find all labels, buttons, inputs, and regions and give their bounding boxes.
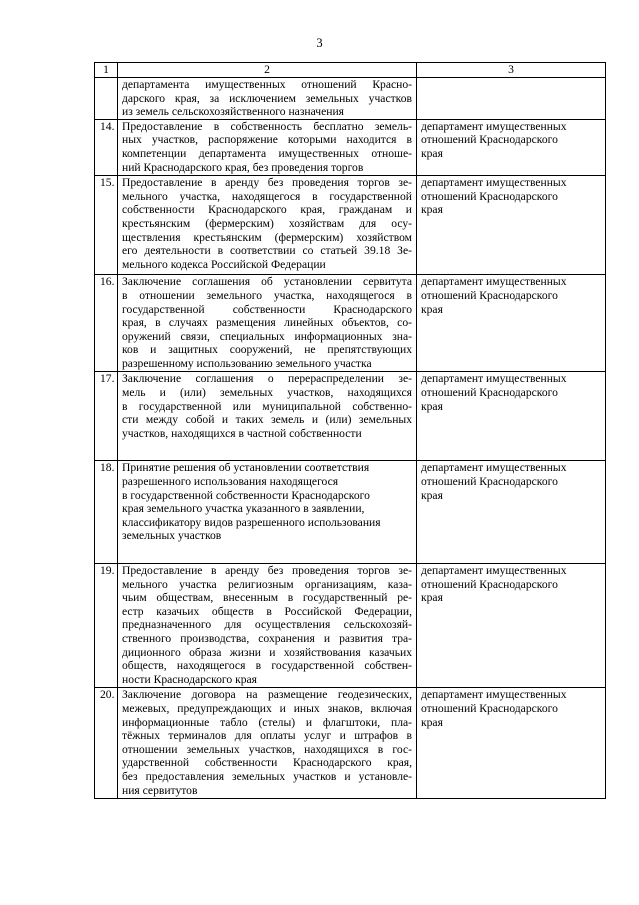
row-number: 16. bbox=[95, 275, 118, 372]
text-line: края земельного участка указанного в заявлении, bbox=[122, 502, 365, 516]
text-line: участков, находящихся в частной собственности bbox=[122, 426, 362, 440]
text-line: ударственной собственности Краснодарского края, bbox=[122, 756, 412, 770]
responsible-authority bbox=[417, 461, 606, 564]
text-line: Заключение соглашения об установлении сервитута bbox=[122, 275, 412, 289]
table-row bbox=[95, 176, 606, 275]
header-col-1: 1 bbox=[95, 63, 118, 78]
text-line: крестьянским (фермерским) хозяйствам для осу- bbox=[122, 216, 412, 230]
text-line: в государственной собственности Краснодарского bbox=[122, 488, 370, 502]
text-line: отношении земельных участков, находящихся в гос- bbox=[122, 742, 412, 756]
text-line: департамента имущественных отношений Красно- bbox=[122, 78, 412, 91]
row-number bbox=[95, 78, 118, 120]
responsible-authority bbox=[417, 176, 606, 275]
table-row bbox=[95, 564, 606, 688]
text-line: разрешенному использованию земельного участка bbox=[122, 356, 372, 370]
text-line: департамент имущественных bbox=[421, 688, 567, 702]
text-line: отношений Краснодарского bbox=[421, 288, 558, 302]
table-row bbox=[95, 372, 606, 461]
text-line: Предоставление в аренду без проведения торгов зе- bbox=[122, 564, 412, 577]
service-description bbox=[118, 78, 417, 120]
text-line: информационные табло (стелы) и флагштоки, пла- bbox=[122, 715, 412, 729]
text-line: ществления крестьянским (фермерским) хозяйством bbox=[122, 230, 412, 244]
row-number: 18. bbox=[95, 461, 118, 564]
text-line: государственной собственности Краснодарского bbox=[122, 302, 412, 316]
service-description bbox=[118, 119, 417, 175]
responsible-authority bbox=[417, 119, 606, 175]
text-line: мель и (или) земельных участков, находящихся bbox=[122, 386, 412, 400]
text-line: сти между собой и таких земель и (или) земельных bbox=[122, 413, 412, 427]
service-description bbox=[118, 688, 417, 799]
text-line: обществ, находящегося в государственной собствен- bbox=[122, 659, 412, 673]
text-line: мельного участка религиозным организациям, каза- bbox=[122, 577, 412, 591]
table-row-continued bbox=[95, 78, 606, 120]
row-number: 14. bbox=[95, 119, 118, 175]
text-line: Предоставление в собственность бесплатно земель- bbox=[122, 119, 412, 133]
service-description bbox=[118, 275, 417, 372]
text-line: ных участков, распоряжение которыми находится в bbox=[122, 133, 412, 147]
text-line: естр казачьих обществ в Российской Федерации, bbox=[122, 604, 412, 618]
text-line: разрешенного использования находящегося bbox=[122, 475, 339, 489]
text-line: края, в случаях размещения линейных объектов, со- bbox=[122, 316, 412, 330]
text-line: собственности Краснодарского края, гражданам и bbox=[122, 203, 412, 217]
text-line: предназначенного для осуществления сельскохозяй- bbox=[122, 618, 412, 632]
responsible-authority bbox=[417, 564, 606, 688]
table-row bbox=[95, 119, 606, 175]
text-line: края bbox=[421, 715, 443, 729]
table-row bbox=[95, 461, 606, 564]
text-line: дарского края, за исключением земельных участков bbox=[122, 91, 412, 105]
text-line: департамент имущественных bbox=[421, 119, 567, 133]
text-line: департамент имущественных bbox=[421, 275, 567, 289]
text-line: диционного образа жизни и хозяйствования казачьих bbox=[122, 645, 412, 659]
text-line: мельного участка, находящегося в государственной bbox=[122, 189, 412, 203]
text-line: в отношении земельного участка, находящегося в bbox=[122, 288, 412, 302]
header-col-3: 3 bbox=[417, 63, 606, 78]
services-table bbox=[94, 62, 606, 799]
table-row bbox=[95, 275, 606, 372]
text-line: ния сервитутов bbox=[122, 783, 198, 797]
row-number: 15. bbox=[95, 176, 118, 275]
text-line: департамент имущественных bbox=[421, 176, 567, 190]
text-line: края bbox=[421, 591, 443, 605]
table-row bbox=[95, 688, 606, 799]
text-line: края bbox=[421, 146, 443, 160]
text-line: отношений Краснодарского bbox=[421, 701, 558, 715]
text-line: ков и защитных сооружений, не препятствующих bbox=[122, 343, 412, 357]
row-number: 19. bbox=[95, 564, 118, 688]
text-line: департамент имущественных bbox=[421, 461, 567, 475]
text-line: ний Краснодарского края, без проведения торгов bbox=[122, 160, 364, 174]
text-line: без предоставления земельных участков и установле- bbox=[122, 769, 412, 783]
text-line: отношений Краснодарского bbox=[421, 189, 558, 203]
text-line: края bbox=[421, 488, 443, 502]
text-line: края bbox=[421, 203, 443, 217]
text-line: его деятельности в соответствии со статьей 39.18 Зе- bbox=[122, 244, 412, 258]
text-line: межевых, предупреждающих и иных знаков, включая bbox=[122, 701, 412, 715]
text-line: края bbox=[421, 302, 443, 316]
responsible-authority bbox=[417, 275, 606, 372]
text-line: края bbox=[421, 399, 443, 413]
service-description bbox=[118, 564, 417, 688]
text-line: ности Краснодарского края bbox=[122, 672, 257, 686]
text-line: компетенции департамента имущественных отноше- bbox=[122, 146, 412, 160]
text-line: оружений связи, специальных информационных зна- bbox=[122, 329, 412, 343]
text-line: классификатору видов разрешенного использования bbox=[122, 515, 381, 529]
text-line: Заключение договора на размещение геодезических, bbox=[122, 688, 412, 702]
responsible-authority bbox=[417, 688, 606, 799]
row-number: 17. bbox=[95, 372, 118, 461]
responsible-authority bbox=[417, 78, 606, 120]
text-line: департамент имущественных bbox=[421, 564, 567, 577]
text-line: Принятие решения об установлении соответствия bbox=[122, 461, 370, 475]
page-number: 3 bbox=[316, 36, 323, 50]
responsible-authority bbox=[417, 372, 606, 461]
text-line: Предоставление в аренду без проведения торгов зе- bbox=[122, 176, 412, 190]
text-line: тёжных терминалов для оплаты услуг и штрафов в bbox=[122, 729, 412, 743]
table-header-row bbox=[95, 63, 606, 78]
text-line: Заключение соглашения о перераспределении зе- bbox=[122, 372, 412, 386]
text-line: отношений Краснодарского bbox=[421, 133, 558, 147]
text-line: ственного производства, сохранения и развития тра- bbox=[122, 631, 412, 645]
text-line: в государственной или муниципальной собственно- bbox=[122, 399, 412, 413]
service-description bbox=[118, 372, 417, 461]
text-line: отношений Краснодарского bbox=[421, 386, 558, 400]
text-line: департамент имущественных bbox=[421, 372, 567, 386]
service-description bbox=[118, 176, 417, 275]
header-col-2: 2 bbox=[118, 63, 417, 78]
text-line: мельного кодекса Российской Федерации bbox=[122, 257, 326, 271]
row-number: 20. bbox=[95, 688, 118, 799]
service-description bbox=[118, 461, 417, 564]
text-line: чьим обществам, внесенным в государственный ре- bbox=[122, 591, 412, 605]
text-line: отношений Краснодарского bbox=[421, 577, 558, 591]
text-line: из земель сельскохозяйственного назначения bbox=[122, 105, 345, 119]
text-line: отношений Краснодарского bbox=[421, 475, 558, 489]
text-line: земельных участков bbox=[122, 529, 222, 543]
